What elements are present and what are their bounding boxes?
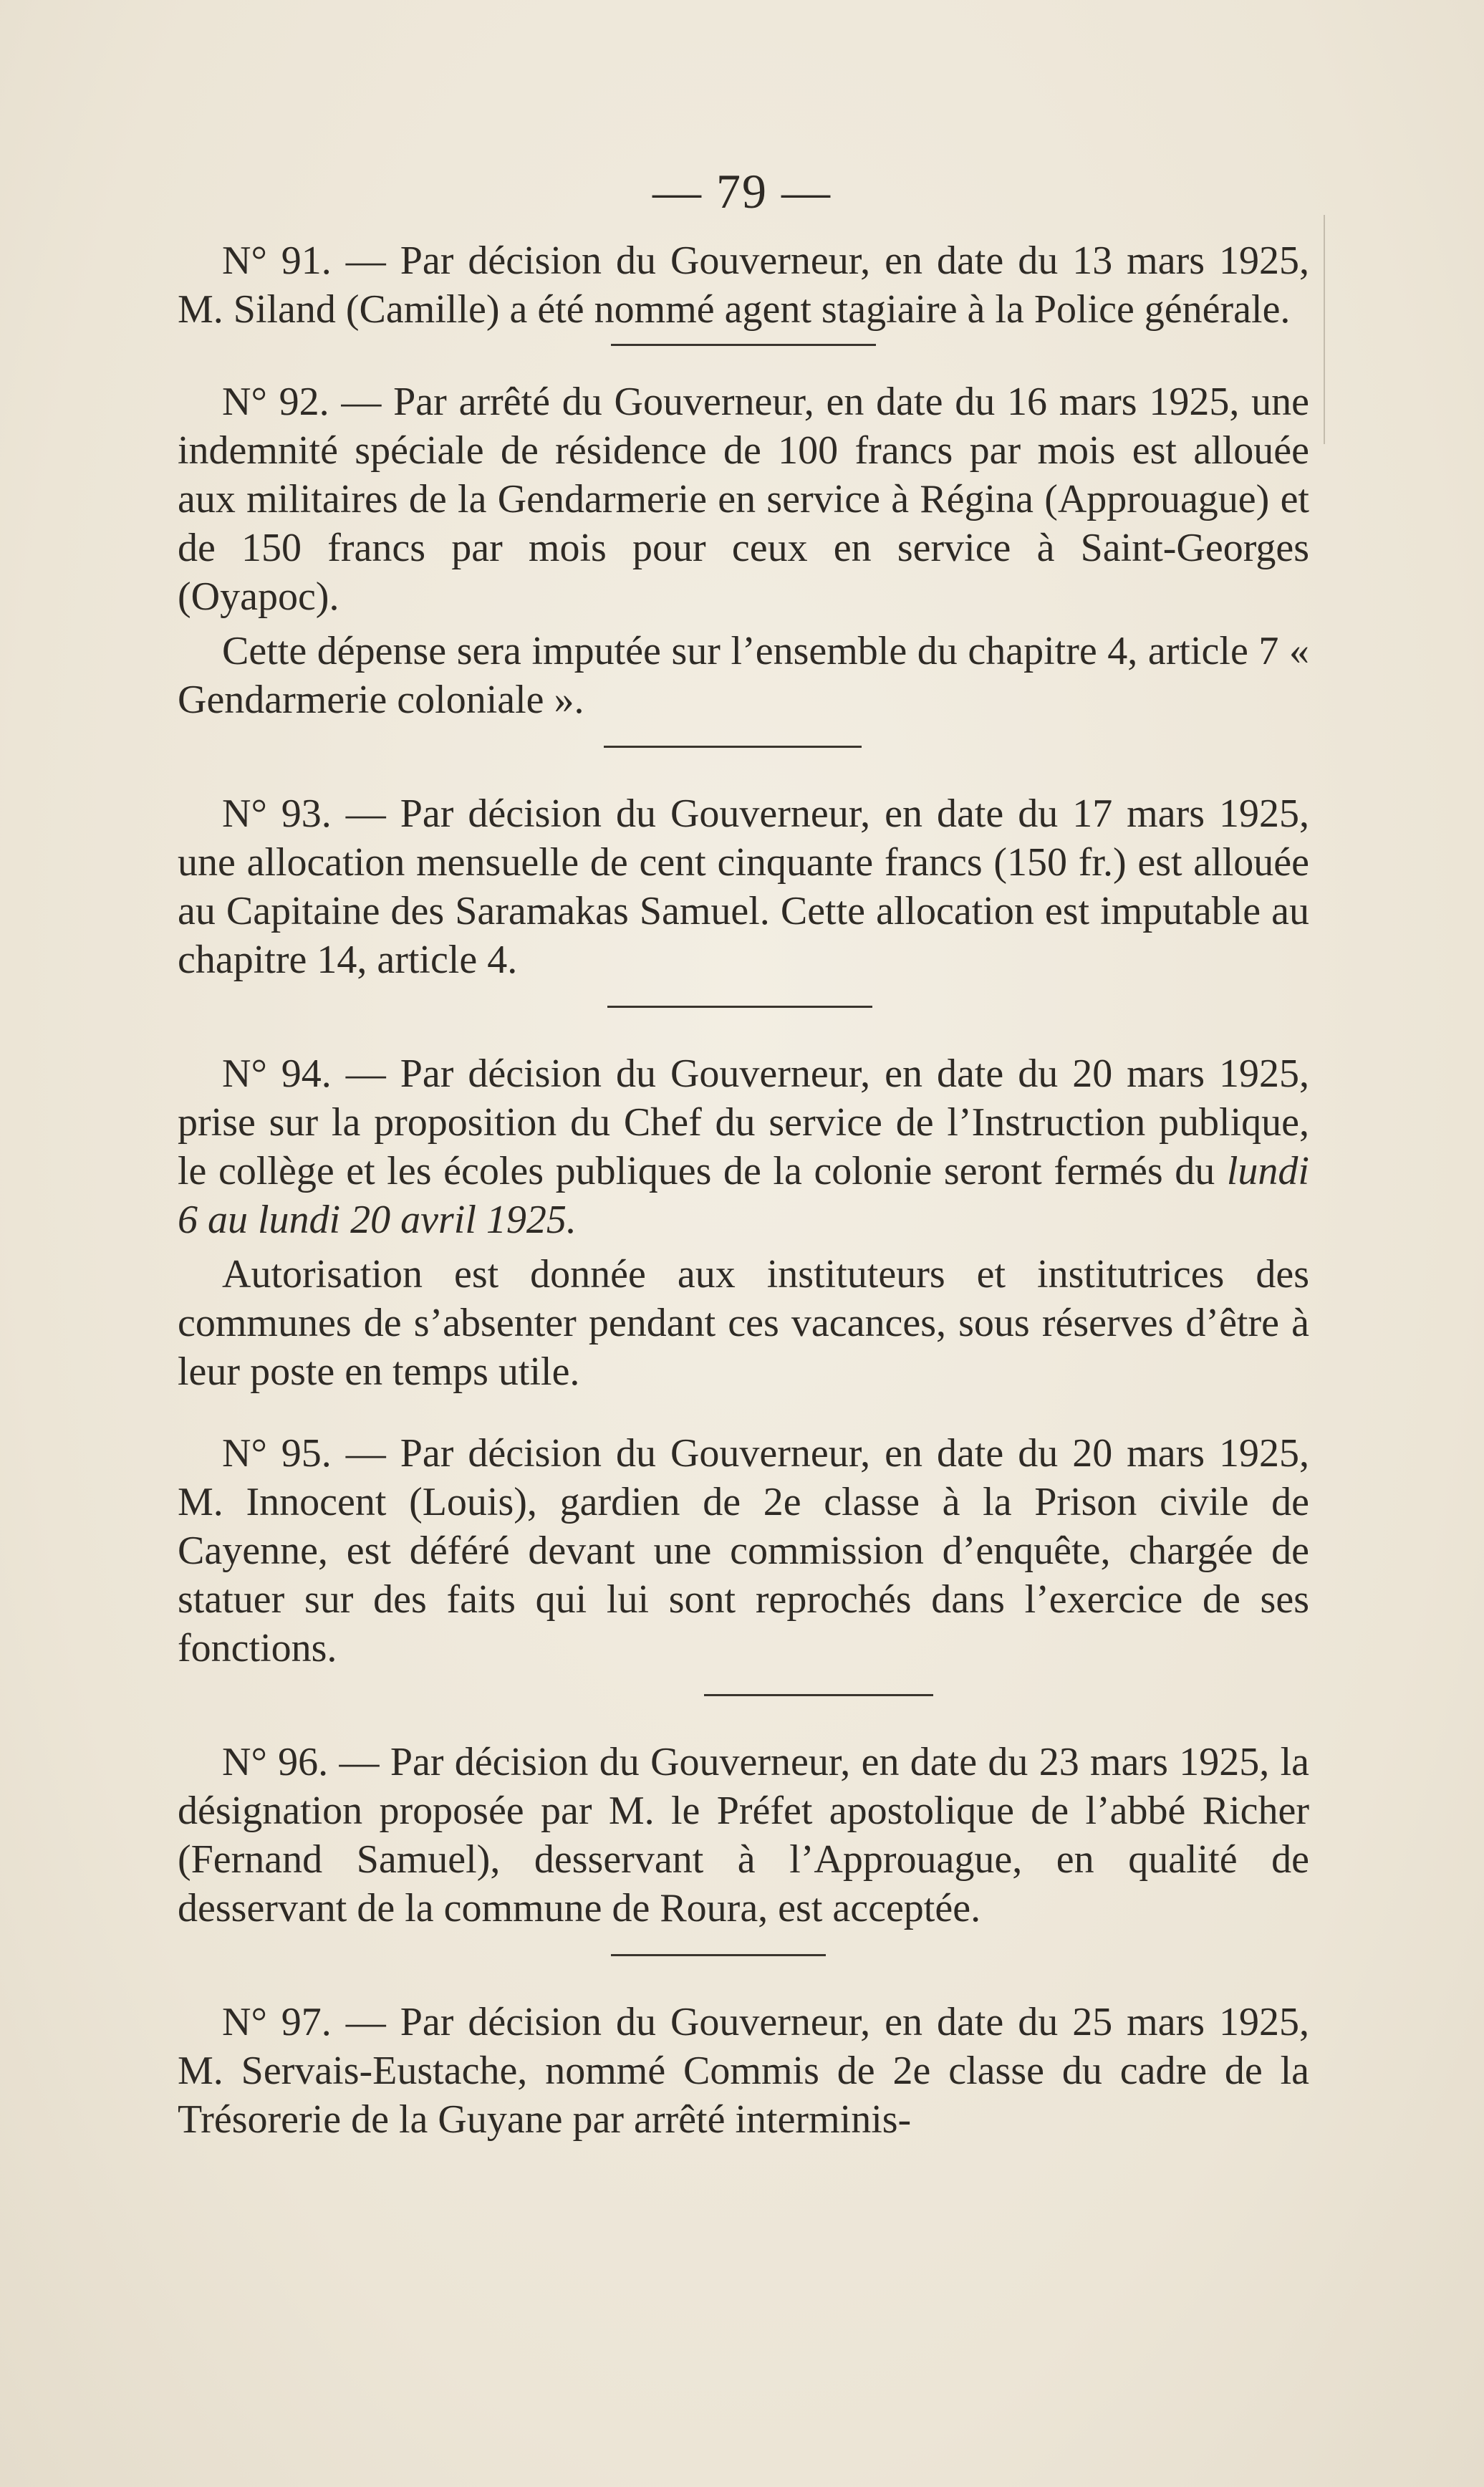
separator-rule: [704, 1694, 933, 1696]
separator-rule: [604, 746, 862, 748]
entry-paragraph: Autorisation est donnée aux instituteurs et institutrices des communes de s’absenter pendant ces vacances, sous réserves d’être à leur poste en temps utile.: [178, 1252, 1309, 1394]
separator-rule: [611, 1954, 826, 1956]
entry-paragraph: N° 96. — Par décision du Gouverneur, en date du 23 mars 1925, la désignation proposée par M. le Préfet apostolique de l’abbé Richer (Fernand Samuel), desservant à l’Approuague, en qualité de desservant de la commune de Roura, est acceptée.: [178, 1740, 1309, 1930]
margin-handwriting-mark: [1324, 215, 1432, 444]
entry-93: [178, 789, 1309, 984]
entry-97: [178, 1998, 1309, 2144]
document-body: [178, 236, 1309, 2144]
entry-paragraph: N° 91. — Par décision du Gouverneur, en date du 13 mars 1925, M. Siland (Camille) a été nommé agent stagiaire à la Police générale.: [178, 239, 1309, 332]
entry-paragraph: N° 93. — Par décision du Gouverneur, en date du 17 mars 1925, une allocation mensuelle de cent cinquante francs (150 fr.) est allouée au Capitaine des Saramakas Samuel. Cette allocation est imputable au chapitre 14, article 4.: [178, 792, 1309, 982]
entry-italic-dates: lundi 6 au lundi 20 avril 1925.: [178, 1149, 1309, 1242]
entry-text: N° 94. — Par décision du Gouverneur, en date du 20 mars 1925, prise sur la proposition du Chef du service de l’Instruction publique, le collège et les écoles publiques de la colonie seront fermés du: [178, 1052, 1309, 1193]
entry-paragraph: N° 92. — Par arrêté du Gouverneur, en date du 16 mars 1925, une indemnité spéciale de résidence de 100 francs par mois est allouée aux militaires de la Gendarmerie en service à Régina (Approuague) et de 150 francs par mois pour ceux en service à Saint-Georges (Oyapoc).: [178, 380, 1309, 619]
separator-rule: [607, 1006, 872, 1008]
entry-paragraph: [178, 1049, 1309, 1244]
entry-95: [178, 1429, 1309, 1673]
page-number: — 79 —: [652, 164, 832, 218]
entry-paragraph: N° 95. — Par décision du Gouverneur, en date du 20 mars 1925, M. Innocent (Louis), gardien de 2e classe à la Prison civile de Cayenne, est déféré devant une commission d’enquête, chargée de statuer sur des faits qui lui sont reprochés dans l’exercice de ses fonctions.: [178, 1431, 1309, 1670]
entry-92: [178, 377, 1309, 724]
entry-91: [178, 236, 1309, 334]
entry-96: [178, 1738, 1309, 1933]
separator-rule: [611, 344, 876, 346]
spacer: [178, 1396, 1309, 1429]
entry-paragraph: N° 97. — Par décision du Gouverneur, en date du 25 mars 1925, M. Servais-Eustache, nommé Commis de 2e classe du cadre de la Trésorerie de la Guyane par arrêté interminis-: [178, 2000, 1309, 2142]
entry-94: [178, 1049, 1309, 1396]
entry-paragraph: Cette dépense sera imputée sur l’ensemble du chapitre 4, article 7 « Gendarmerie coloniale ».: [178, 629, 1309, 722]
